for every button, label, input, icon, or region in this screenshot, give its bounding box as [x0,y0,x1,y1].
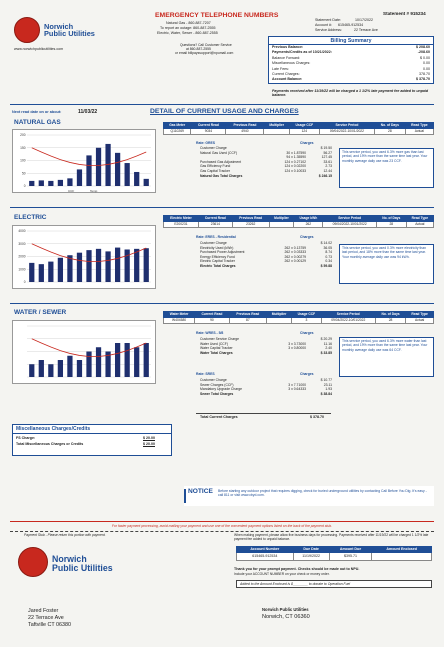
electric-table-header: Previous Read [232,216,269,222]
charge-line-amount: 2.73 [325,164,332,169]
gas-table-cell: Actual [405,128,433,134]
water-table-header: Previous Read [229,312,266,318]
charge-total-value: $ 33.85 [320,350,332,355]
electric-chart-bar [58,258,63,282]
charge-line-amount: 56.27 127.45 [321,150,332,159]
electric-table-cell: 09/04/2022-10/01/2022 [323,221,376,227]
water-chart-bar [96,347,101,377]
logo-name-line1: Norwich [44,22,74,31]
electric-chart-bar [39,264,44,282]
electric-table-cell: 262 [294,221,323,227]
charge-line-label: Customer Charge [200,146,227,150]
summary-row-label: Previous Balance: [272,45,304,49]
water-table-header: Current Read [195,312,229,318]
notice-title: NOTICE [188,488,213,495]
gas-chart-bar [96,148,101,186]
electric-chart-bar [67,255,72,282]
questions-line-1: Questions? Call Customer Service [180,43,232,47]
remit-city: Norwich, CT 06360 [262,614,310,620]
logo-website[interactable]: www.norwichpublicutilities.com [14,47,64,51]
water-table-header: Water Meter [164,312,195,318]
charge-line-label: Water Capital Tracker [200,346,233,351]
gas-chart-ytick: 50 [21,171,26,176]
gas-chart-svg [13,130,157,194]
charge-line-calc: 262 x 0.00279 [284,254,306,259]
gas-chart-ytick: 200 [20,133,26,138]
gas-table-cell: 4940 [226,128,264,134]
summary-row-label: Payments/Credits as of 10/21/2022: [272,50,332,55]
electric-table-cell: 23614 [198,221,232,227]
electric-chart-bar [125,249,130,282]
charge-line-amount: $ 20.29 [320,337,332,341]
gas-chart-legend-item: CCF [68,189,75,193]
electric-chart-ytick: 4000 [18,229,26,234]
water-usage-chart [12,320,156,384]
charge-line-calc: 3 x 0.80000 [288,346,306,351]
gas-table-header: Current Read [191,123,226,129]
stub-logo-emblem [18,547,48,577]
summary-row-value: -208.60 [417,50,430,55]
electric-table-header: Electric Meter [164,216,199,222]
electric-table-header: No. of Days [376,216,406,222]
water-chart-bar [144,343,149,377]
amount-enclosed-field[interactable] [372,552,432,560]
water-table-header: Service Period [321,312,375,318]
gas-charges-label: Charges [300,141,314,145]
remit-name: Norwich Public Utilities [262,607,309,612]
charge-line-amount: 12.44 [323,169,332,173]
charge-line-label: Customer Charge [200,241,227,245]
questions-line-2: at 860-887-2555 [186,47,211,51]
charge-line-amount: $ 14.02 [320,241,332,245]
gas-chart-bar [29,181,34,186]
electric-chart-ytick: 0 [23,280,26,285]
faster-payment-note: For faster payment processing, avoid mailing your payment and use one of the convenient payment options listed on the back of the payment stub. [111,524,333,528]
electric-charges-label: Charges [300,235,314,239]
statement-number: Statement # 915234 [383,11,426,16]
water-meter-table [163,311,434,324]
making-payment-note: When making payment, please allow five business days for processing. Payments received after 11/19/22 will be charged 1 1/2% late payment fee added to unpaid balance. [234,533,429,542]
service-address: 22 Terrace Ave [354,28,378,32]
water-chart-bar [67,356,72,377]
total-current-value: $ 378.70 [310,415,324,419]
summary-row-value: $ 378.70 [416,77,430,82]
charge-line-amount: 0.34 [325,259,332,264]
misc-fs-value: $ 20.00 [143,436,155,440]
gas-chart-ytick: 0 [23,184,26,189]
charge-line-amount: 36.05 [323,245,332,250]
water-table-cell: 3 [292,317,321,323]
gas-table-cell: 124 [289,128,319,134]
electric-table-cell: Actual [406,221,433,227]
charge-line-label: Electric Capital Tracker [200,259,235,264]
charge-line-amount: $ 19.50 [320,146,332,150]
charge-line-amount: 33.61 [323,159,332,164]
summary-row-label: Miscellaneous Charges: [272,61,311,66]
stub-table-cell: 615465-912534 [237,552,294,560]
water-table-cell: 87 [229,317,266,323]
gas-table-cell: 9034 [191,128,226,134]
electric-table-header: Current Read [198,216,232,222]
charge-total-label: Electric Total Charges [200,264,236,268]
misc-title: Miscellaneous Charges/Credits [16,426,91,432]
gas-table-cell: 28 [374,128,405,134]
next-read-label: Next read date on or about: [12,110,62,114]
electric-chart-svg [13,226,157,290]
water-chart-bar [125,343,130,377]
water-charges-label: Charges [300,331,314,335]
misc-charges-box [12,424,172,456]
charge-line-calc: 124 x 0.10033 [284,169,306,173]
water-table-cell: 28 [375,317,405,323]
stub-payment-table [236,546,432,561]
summary-row-label: Account Balance: [272,77,303,82]
charge-total-value: $ 38.84 [320,391,332,396]
summary-row-label: Balance Forward: [272,55,301,60]
customer-city: Taftville CT 06380 [28,622,72,628]
logo-emblem [14,17,40,43]
stub-table-header: Amount Enclosed [372,547,432,553]
electric-table-header: Usage kWh [294,216,323,222]
statement-date: 10/17/2022 [355,18,373,22]
stub-table-header: Amount Due [329,547,372,553]
stub-table-header: Account Number [237,547,294,553]
charge-line-label: Mandatory Upgrade Charge [200,387,243,392]
gas-usage-note: This service period, you used 6.3% more gas than last period, and 19% more than the same time last year. Your monthly average daily use was 23 CCF. [339,148,434,188]
summary-row-label: Current Charges: [272,72,300,76]
notice-box [184,486,434,506]
gas-meter-table [163,122,434,135]
electric-table-cell [269,221,294,227]
charge-line-label: Purchased Gas Adjustment [200,159,242,164]
electric-usage-note: This service period, you used 0.3% more electricity than last period, and 18% more than the same time last year. Your monthly average daily use was 94 kWh. [339,244,434,284]
summary-row-value: 0.00 [423,61,430,66]
charge-total-value: $ 246.15 [318,173,332,178]
charge-line-amount: 2.40 [325,346,332,351]
electric-table-header: Multiplier [269,216,294,222]
charge-line-label: Electricity Used (kWh) [200,245,234,250]
water-table-cell: W404580 [164,317,195,323]
emergency-line-gas: Natural Gas - 860-887-7207 [166,21,211,25]
customer-name: Jared Foster [28,608,59,614]
charge-line-calc: 3 x 3.73000 [288,341,306,346]
gas-table-header: Read Type [405,123,433,129]
detail-title: DETAIL OF CURRENT USAGE AND CHARGES [150,108,299,115]
electric-table-cell: 23262 [232,221,269,227]
charge-total-label: Sewer Total Charges [200,391,234,396]
charge-line-amount: 23.11 [323,382,332,387]
gas-table-header: No. of Days [374,123,405,129]
water-chart-bar [39,360,44,377]
misc-fs-label: FS Charge: [16,436,36,440]
summary-row-value: 0.00 [423,66,430,71]
water-usage-note: This service period, you used 6.3% more water than last period, and 19% more than the same time last year. Your monthly average daily use was 64 CCF. [339,337,434,377]
water-table-cell: Actual [406,317,434,323]
charge-line-amount: 1.93 [325,387,332,392]
charge-total-value: $ 59.88 [320,264,332,268]
next-read-date: 11/03/22 [78,109,98,115]
charge-line-calc: 262 x 0.00129 [284,259,306,264]
gas-chart-bar [39,180,44,186]
gas-table-cell: 09/04/2022-10/01/2022 [319,128,374,134]
gas-table-header: Gas Meter [164,123,191,129]
electric-meter-table [163,215,434,228]
water-chart-bar [29,364,34,377]
charge-line-label: Energy Efficiency Fund [200,254,235,259]
charge-line-label: Customer Charge [200,378,227,382]
water-table-header: No. of Days [375,312,405,318]
gas-table-header: Usage CCF [289,123,319,129]
water-table-cell: 09/04/2022-10/01/2022 [321,317,375,323]
electric-usage-chart [12,225,156,289]
water-table-cell: 90 [195,317,229,323]
emergency-line-outage: To report an outage: 860-887-2555 [160,26,216,30]
charge-total-label: Natural Gas Total Charges [200,173,243,178]
charge-line-calc: 3 x 0.64333 [288,387,306,392]
stub-table-header: Due Date [293,547,329,553]
logo-name-line2: Public Utilities [44,29,95,38]
charge-line-calc: 124 x 0.02200 [284,164,306,169]
donation-line[interactable]: Added to the Amount Enclosed is $________ to donate to Operation Fuel [240,582,351,586]
summary-row-value: 378.70 [419,72,430,76]
gas-chart-bar [125,163,130,186]
electric-chart-bar [115,248,120,282]
water-table-header: Multiplier [267,312,292,318]
gas-rate: Rate: GRES [196,141,216,145]
customer-street: 22 Terrace Ave [28,615,64,621]
electric-chart-bar [77,253,82,282]
gas-usage-chart [12,129,156,193]
charge-line-calc: 30 x 1.87590 94 x 1.35590 [286,150,306,159]
charge-line-label: Gas Efficiency Fund [200,164,231,169]
charge-line-label: Natural Gas Used (CCF) [200,150,238,155]
water-table-cell [267,317,292,323]
gas-chart-ytick: 150 [20,145,26,150]
gas-chart-bar [67,178,72,186]
charge-line-label: Customer Service Charge [200,337,240,341]
gas-chart-ytick: 100 [20,158,26,163]
water-chart-bar [134,347,139,377]
service-address-label: Service Address: [315,28,342,32]
gas-chart-bar [77,169,82,186]
water-rate: Rate: WRES - 5/8 [196,331,224,335]
charge-line-calc: 124 x 0.27102 [284,159,306,164]
water-table-header: Usage CCF [292,312,321,318]
electric-section-title: ELECTRIC [14,214,47,221]
electric-chart-bar [29,263,34,282]
electric-chart-bar [134,249,139,282]
charge-line-amount: 8.74 [325,250,332,255]
gas-table-cell [264,128,289,134]
account-number: 615465-912534 [338,23,364,27]
gas-chart-bar [134,172,139,186]
gas-chart-bar [58,180,63,186]
charge-line-label: Purchased Power Adjustment [200,250,245,255]
electric-table-cell: 28 [376,221,406,227]
water-chart-bar [58,360,63,377]
water-chart-bar [115,343,120,377]
stub-instruction: Payment Stub - Please return this portion with payment. [24,533,106,537]
electric-chart-bar [48,262,53,282]
charge-line-calc: 262 x 0.03333 [284,250,306,255]
misc-total-value: $ 20.00 [143,442,155,446]
emergency-title: EMERGENCY TELEPHONE NUMBERS [155,12,279,19]
include-account-note: Include your ACCOUNT NUMBER on your check or money order. [234,572,330,576]
electric-chart-bar [144,248,149,282]
late-payment-note: Payments received after 11/19/22 will be charged a 1 1/2% late payment fee added to unpaid balance. [272,89,429,98]
electric-chart-ytick: 3000 [18,241,26,246]
water-chart-bar [48,364,53,377]
gas-chart-legend-item: Temp [90,189,98,193]
charge-line-amount: 11.16 [323,341,332,346]
charge-line-amount: 0.73 [325,254,332,259]
charge-total-label: Water Total Charges [200,350,233,355]
electric-chart-bar [96,249,101,282]
electric-chart-bar [86,250,91,282]
gas-chart-bar [86,155,91,186]
thank-you-note: Thank you for your prompt payment. Checks should be made out to NPU. [234,567,360,571]
water-chart-bar [77,360,82,377]
gas-chart-bar [48,181,53,186]
gas-table-header: Service Period [319,123,374,129]
stub-table-cell: 11/19/2022 [293,552,329,560]
sewer-charges-label: Charges [300,372,314,376]
total-current-label: Total Current Charges [200,415,238,419]
gas-chart-bar [115,153,120,186]
gas-chart-bar [144,179,149,186]
gas-table-cell: Q110269 [164,128,191,134]
misc-total-label: Total Miscellaneous Charges or Credits [16,442,84,446]
electric-chart-bar [105,251,110,282]
summary-row-value: $ 208.60 [416,45,430,49]
water-chart-svg [13,321,157,385]
electric-table-header: Service Period [323,216,376,222]
emergency-line-electric: Electric, Water, Sewer - 860-887-2555 [157,31,218,35]
charge-line-calc: 262 x 0.13759 [284,245,306,250]
stub-logo-line1: Norwich [52,554,87,564]
charge-line-amount: $ 10.77 [320,378,332,382]
sewer-rate: Rate: SRES [196,372,215,376]
gas-section-title: NATURAL GAS [14,119,61,126]
electric-table-cell: E200231 [164,221,199,227]
charge-line-calc: 3 x 7.71000 [288,382,306,387]
notice-text: Before starting any outdoor project that requires digging, check for buried underground utilities by contacting Call Before You Dig. It's easy - call 811 or visit www.cbyd.com. [218,489,427,498]
electric-chart-ytick: 2000 [18,254,26,259]
account-label: Account #: [315,23,332,27]
billing-summary-title: Billing Summary [330,38,372,44]
stub-table-cell: $395.71 [329,552,372,560]
logo [14,14,124,54]
charge-line-label: Sewer Charges (CCF) [200,382,234,387]
electric-chart-ytick: 1000 [18,267,26,272]
summary-row-label: Late Fees: [272,66,289,71]
charge-line-label: Gas Capital Tracker [200,169,230,173]
questions-email[interactable]: or email billpayssupport@npumail.com [175,51,234,55]
stub-logo-line2: Public Utilities [52,563,113,573]
statement-date-label: Statement Date: [315,18,341,22]
water-section-title: WATER / SEWER [14,309,67,316]
water-chart-bar [86,352,91,378]
gas-table-header: Previous Read [226,123,264,129]
gas-table-header: Multiplier [264,123,289,129]
charge-line-label: Water Used (CCF) [200,341,228,346]
summary-row-value: $ 0.00 [420,55,430,60]
electric-rate: Rate: ERES - Residential [196,235,236,239]
stub-logo [18,547,128,581]
water-table-header: Read Type [406,312,434,318]
electric-table-header: Read Type [406,216,433,222]
